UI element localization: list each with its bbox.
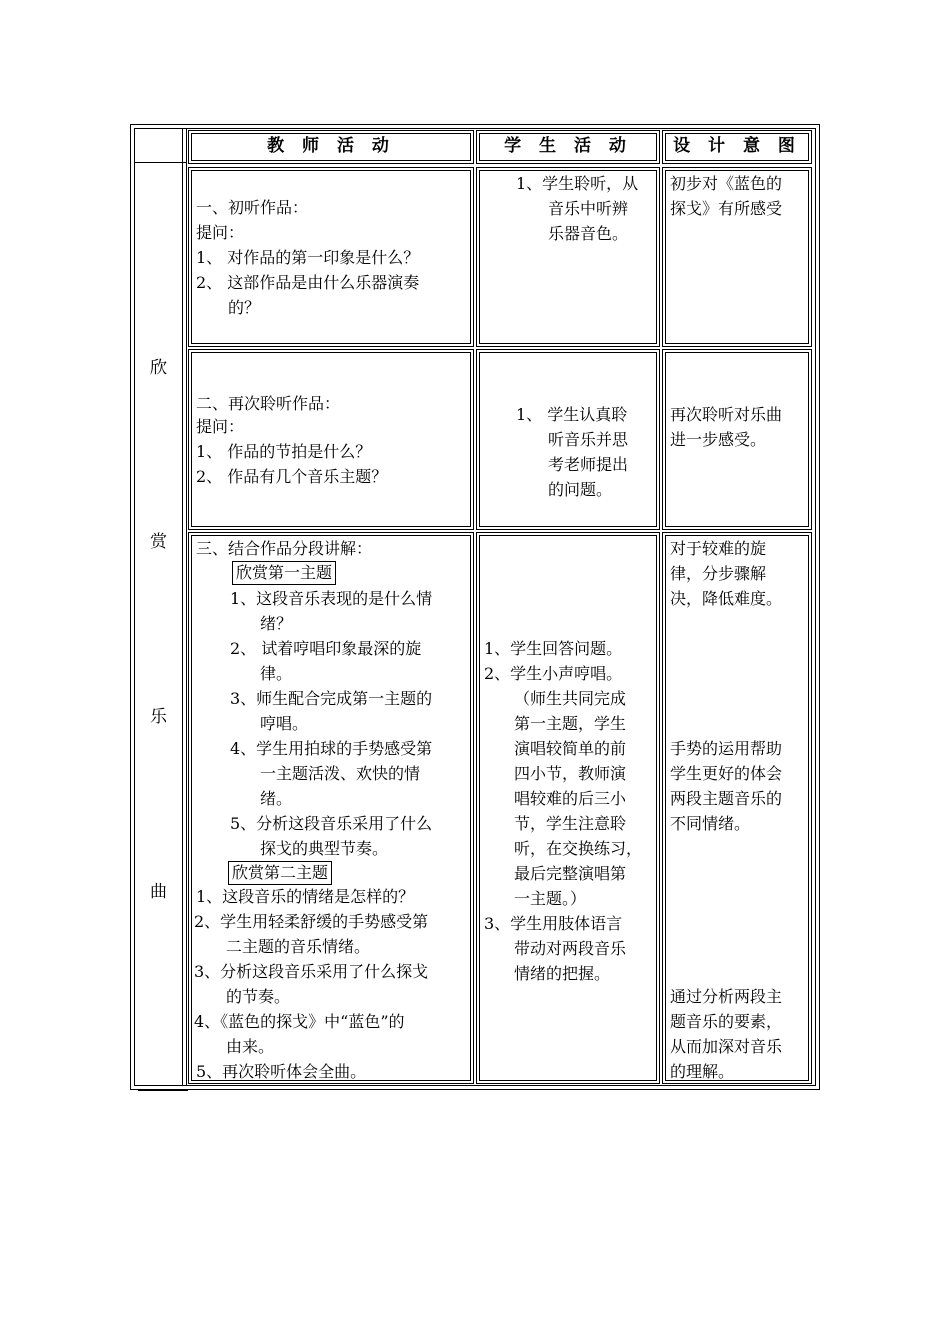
s2-student-line: 的问题。	[548, 480, 613, 499]
header-student	[476, 130, 660, 164]
footer-line-left	[138, 1090, 188, 1091]
s3-theme1-item: 绪？	[260, 614, 293, 633]
s3-student-line: 最后完整演唱第	[514, 864, 627, 883]
s2-student-line: 考老师提出	[548, 455, 629, 474]
header-design-text: 设 计 意 图	[673, 136, 801, 156]
s3-theme1-label: 欣赏第一主题	[232, 561, 336, 585]
s3-design-line: 题音乐的要素，	[670, 1012, 783, 1031]
s3-theme2-item: 由来。	[226, 1037, 275, 1056]
s3-theme1-item: 律。	[260, 664, 293, 683]
s3-theme1-item: 3、师生配合完成第一主题的	[230, 689, 433, 708]
s2-teacher-line: 提问：	[196, 417, 245, 436]
s3-student-line: 情绪的把握。	[514, 964, 611, 983]
s3-student-line: 3、学生用肢体语言	[484, 914, 623, 933]
s3-theme1-item: 4、学生用拍球的手势感受第	[230, 739, 433, 758]
side-label-1: 欣	[150, 358, 167, 378]
s3-design-line: 两段主题音乐的	[670, 789, 783, 808]
s3-student-line: 2、学生小声哼唱。	[484, 664, 623, 683]
s3-theme1-item: 一主题活泼、欢快的情	[260, 764, 421, 783]
s3-student-line: 听，在交换练习，	[514, 839, 643, 858]
s3-student-line: 四小节，教师演	[514, 764, 627, 783]
s1-student-line: 1、学生聆听，从	[516, 174, 639, 193]
s3-design-line: 通过分析两段主	[670, 987, 783, 1006]
s2-teacher-line: 1、 作品的节拍是什么？	[196, 442, 372, 461]
side-label-4: 曲	[150, 882, 167, 902]
s3-design-line: 决，降低难度。	[670, 589, 783, 608]
s1-teacher-line: 2、 这部作品是由什么乐器演奏	[196, 273, 420, 292]
header-teacher	[188, 130, 474, 164]
side-label-2: 赏	[150, 532, 167, 552]
s3-theme2-item: 3、分析这段音乐采用了什么探戈	[194, 962, 429, 981]
s3-theme1-item: 探戈的典型节奏。	[260, 839, 389, 858]
s3-student-line: 一主题。）	[514, 889, 587, 908]
s3-theme1-item: 5、分析这段音乐采用了什么	[230, 814, 433, 833]
s3-theme2-item: 1、这段音乐的情绪是怎样的？	[196, 887, 415, 906]
s3-design-line: 律，分步骤解	[670, 564, 767, 583]
s3-theme1-item: 1、这段音乐表现的是什么情	[230, 589, 433, 608]
s3-student-line: 演唱较简单的前	[514, 739, 627, 758]
s3-student-line: 带动对两段音乐	[514, 939, 627, 958]
s3-design-line: 从而加深对音乐	[670, 1037, 783, 1056]
s1-teacher-line: 一、初听作品：	[196, 198, 309, 217]
left-col-divider	[182, 128, 183, 1086]
s2-student-line: 1、 学生认真聆	[516, 405, 628, 424]
s3-theme2-label: 欣赏第二主题	[228, 861, 332, 885]
s2-student-line: 听音乐并思	[548, 430, 629, 449]
s2-teacher-line: 2、 作品有几个音乐主题？	[196, 467, 388, 486]
s3-design-line: 学生更好的体会	[670, 764, 783, 783]
s1-design-line: 探戈》有所感受	[670, 199, 783, 218]
s3-student-line: （师生共同完成	[514, 689, 627, 708]
s3-theme2-item: 的节奏。	[226, 987, 291, 1006]
s3-theme1-item: 哼唱。	[260, 714, 309, 733]
s3-student-line: 1、学生回答问题。	[484, 639, 623, 658]
s3-theme2-item: 2、学生用轻柔舒缓的手势感受第	[194, 912, 429, 931]
s1-teacher-line: 提问：	[196, 223, 245, 242]
s3-design-line: 不同情绪。	[670, 814, 751, 833]
s3-theme2-item: 二主题的音乐情绪。	[226, 937, 371, 956]
header-teacher-text: 教 师 活 动	[267, 136, 395, 156]
s2-teacher-line: 二、再次聆听作品：	[196, 394, 341, 413]
s3-teacher-title: 三、结合作品分段讲解：	[196, 539, 373, 558]
s1-teacher-line: 1、 对作品的第一印象是什么？	[196, 248, 420, 267]
s3-design-line: 手势的运用帮助	[670, 739, 783, 758]
s1-student-line: 乐器音色。	[548, 224, 629, 243]
side-label-3: 乐	[150, 707, 167, 727]
s3-theme1-item: 绪。	[260, 789, 293, 808]
s3-student-line: 第一主题，学生	[514, 714, 627, 733]
s1-student-line: 音乐中听辨	[548, 199, 629, 218]
s3-student-line: 唱较难的后三小	[514, 789, 627, 808]
s2-design-line: 进一步感受。	[670, 430, 767, 449]
header-student-text: 学 生 活 动	[504, 136, 632, 156]
s1-teacher-line: 的？	[228, 298, 261, 317]
s3-design-line: 对于较难的旋	[670, 539, 767, 558]
s3-theme2-item: 5、再次聆听体会全曲。	[196, 1062, 367, 1081]
header-design	[662, 130, 812, 164]
s3-student-line: 节，学生注意聆	[514, 814, 627, 833]
s3-theme1-item: 2、 试着哼唱印象最深的旋	[230, 639, 422, 658]
s1-design-line: 初步对《蓝色的	[670, 174, 783, 193]
s2-design-line: 再次聆听对乐曲	[670, 405, 783, 424]
s3-theme2-item: 4、《蓝色的探戈》中“蓝色”的	[194, 1012, 405, 1031]
header-underline-left	[134, 162, 186, 163]
left-col-divider-2	[186, 128, 187, 1086]
s3-design-line: 的理解。	[670, 1062, 735, 1081]
